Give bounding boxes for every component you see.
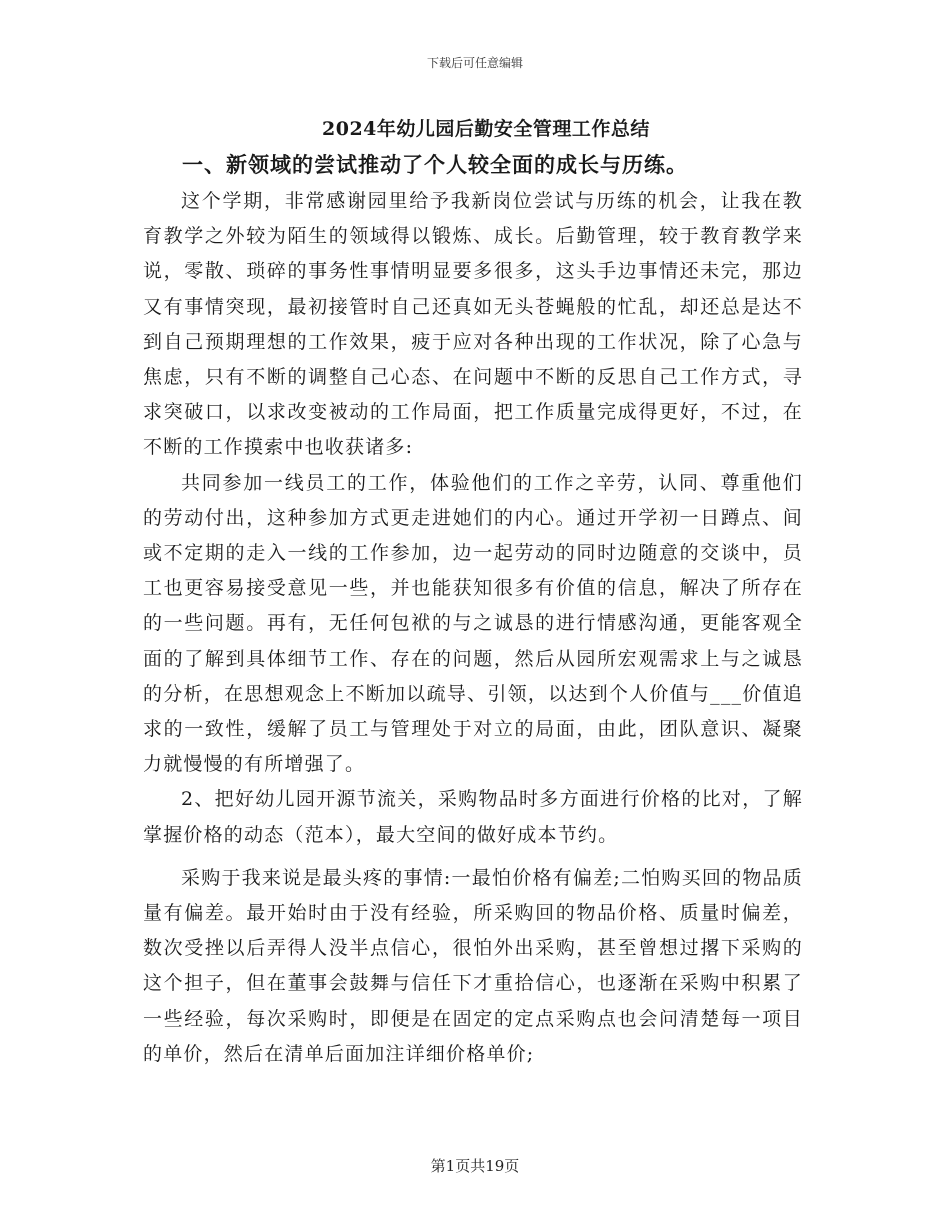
header-note: 下载后可任意编辑 [426, 56, 523, 70]
paragraph-4: 采购于我来说是最头疼的事情:一最怕价格有偏差;二怕购买回的物品质量有偏差。最开始时由于没有经验，所采购回的物品价格、质量时偏差，数次受挫以后弄得人没半点信心，很怕外出采购，甚至曾想过撂下采购的这个担子，但在董事会鼓舞与信任下才重拾信心，也逐渐在采购中积累了一些经验，每次采购时，即便是在固定的定点采购点也会问清楚每一项目的单价，然后在清单后面加注详细价格单价; [143, 866, 803, 1065]
page-number: 第1页共19页 [430, 1157, 520, 1175]
paragraph-3: 2、把好幼儿园开源节流关，采购物品时多方面进行价格的比对，了解掌握价格的动态（范本），最大空间的做好成本节约。 [143, 788, 803, 846]
document-title: 2024年幼儿园后勤安全管理工作总结 [322, 118, 650, 140]
document-body [143, 184, 803, 1072]
paragraph-2: 共同参加一线员工的工作，体验他们的工作之辛劳，认同、尊重他们的劳动付出，这种参加方式更走进她们的内心。通过开学初一日蹲点、间或不定期的走入一线的工作参加，边一起劳动的同时边随意的交谈中，员工也更容易接受意见一些，并也能获知很多有价值的信息，解决了所存在的一些问题。再有，无任何包袱的与之诚恳的进行情感沟通，更能客观全面的了解到具体细节工作、存在的问题，然后从园所宏观需求上与之诚恳的分析，在思想观念上不断加以疏导、引领，以达到个人价值与___价值追求的一致性，缓解了员工与管理处于对立的局面，由此，团队意识、凝聚力就慢慢的有所增强了。 [143, 471, 803, 776]
section-heading: 一、新领域的尝试推动了个人较全面的成长与历练。 [182, 152, 688, 177]
paragraph-1: 这个学期，非常感谢园里给予我新岗位尝试与历练的机会，让我在教育教学之外较为陌生的领域得以锻炼、成长。后勤管理，较于教育教学来说，零散、琐碎的事务性事情明显要多很多，这头手边事情还未完，那边又有事情突现，最初接管时自己还真如无头苍蝇般的忙乱，却还总是达不到自己预期理想的工作效果，疲于应对各种出现的工作状况，除了心急与焦虑，只有不断的调整自己心态、在问题中不断的反思自己工作方式，寻求突破口，以求改变被动的工作局面，把工作质量完成得更好，不过，在不断的工作摸索中也收获诸多: [143, 190, 803, 459]
